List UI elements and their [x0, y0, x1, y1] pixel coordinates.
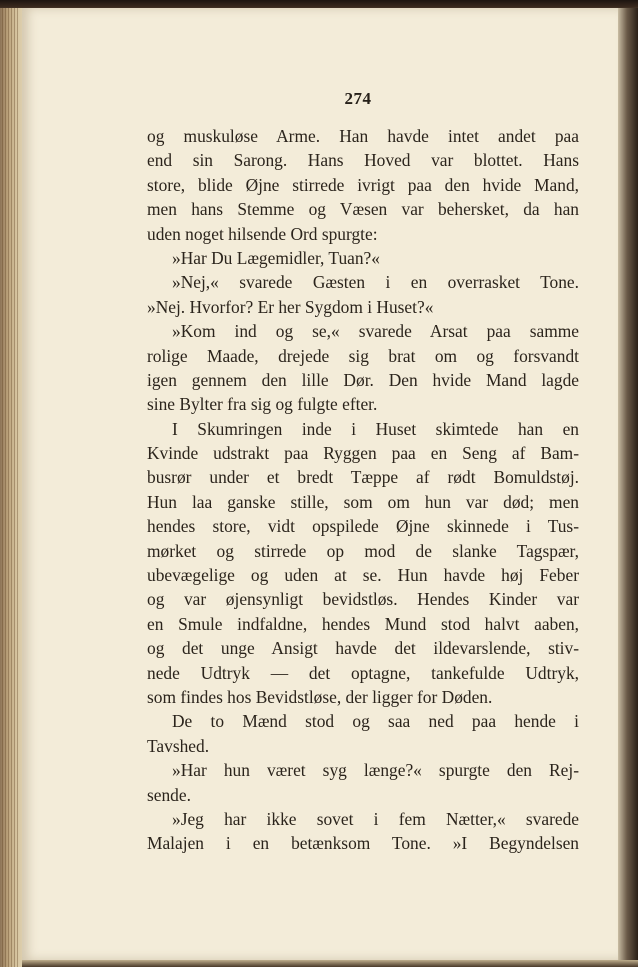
text-line: sende. [147, 784, 191, 805]
text-line: »Kom ind og se,« svarede Arsat paa samme [172, 321, 579, 342]
book-right-edge [618, 8, 638, 967]
text-line: og det unge Ansigt havde det ildevarslende, stiv- [147, 638, 579, 659]
text-line: busrør under et bredt Tæppe af rødt Bomuldstøj. [147, 467, 579, 488]
page-number: 274 [344, 89, 372, 108]
text-line: »Jeg har ikke sovet i fem Nætter,« svarede [172, 808, 579, 829]
text-line: »Har Du Lægemidler, Tuan?« [172, 247, 380, 268]
text-line: mørket og stirrede op mod de slanke Tagspær, [147, 540, 579, 561]
text-line: store, blide Øjne stirrede ivrigt paa den hvide Mand, [147, 174, 579, 195]
text-line: Hun laa ganske stille, som om hun var død; men [147, 491, 579, 512]
text-line: hendes store, vidt opspilede Øjne skinnede i Tus- [147, 516, 579, 537]
text-line: som findes hos Bevidstløse, der ligger for Døden. [147, 686, 493, 707]
text-line: nede Udtryk — det optagne, tankefulde Udtryk, [147, 662, 579, 683]
text-line: uden noget hilsende Ord spurgte: [147, 223, 378, 244]
text-line: »Nej,« svarede Gæsten i en overrasket Tone. [172, 272, 579, 293]
text-line: igen gennem den lille Dør. Den hvide Mand lagde [147, 369, 579, 390]
text-line: De to Mænd stod og saa ned paa hende i [172, 711, 579, 732]
text-line: end sin Sarong. Hans Hoved var blottet. Hans [147, 150, 579, 171]
text-line: sine Bylter fra sig og fulgte efter. [147, 394, 378, 415]
text-line: en Smule indfaldne, hendes Mund stod halvt aaben, [147, 613, 579, 634]
text-line: »Har hun været syg længe?« spurgte den Rej- [172, 760, 579, 781]
spine-page-edges [2, 8, 20, 967]
text-line: I Skumringen inde i Huset skimtede han en [172, 418, 579, 439]
text-line: rolige Maade, drejede sig brat om og forsvandt [147, 345, 579, 366]
text-line: og var øjensynligt bevidstløs. Hendes Kinder var [147, 589, 579, 610]
text-line: Tavshed. [147, 735, 210, 756]
text-line: og muskuløse Arme. Han havde intet andet paa [147, 126, 579, 146]
book-bottom-edge [22, 960, 638, 967]
body-text [147, 124, 579, 856]
text-line: ubevægelige og uden at se. Hun havde høj Feber [147, 565, 579, 586]
text-line: Malajen i en betænksom Tone. »I Begyndelsen [147, 833, 579, 854]
text-line: Kvinde udstrakt paa Ryggen paa en Seng af Bam- [147, 443, 579, 464]
text-line: »Nej. Hvorfor? Er her Sygdom i Huset?« [147, 296, 434, 317]
text-line: men hans Stemme og Væsen var behersket, da han [147, 199, 579, 220]
